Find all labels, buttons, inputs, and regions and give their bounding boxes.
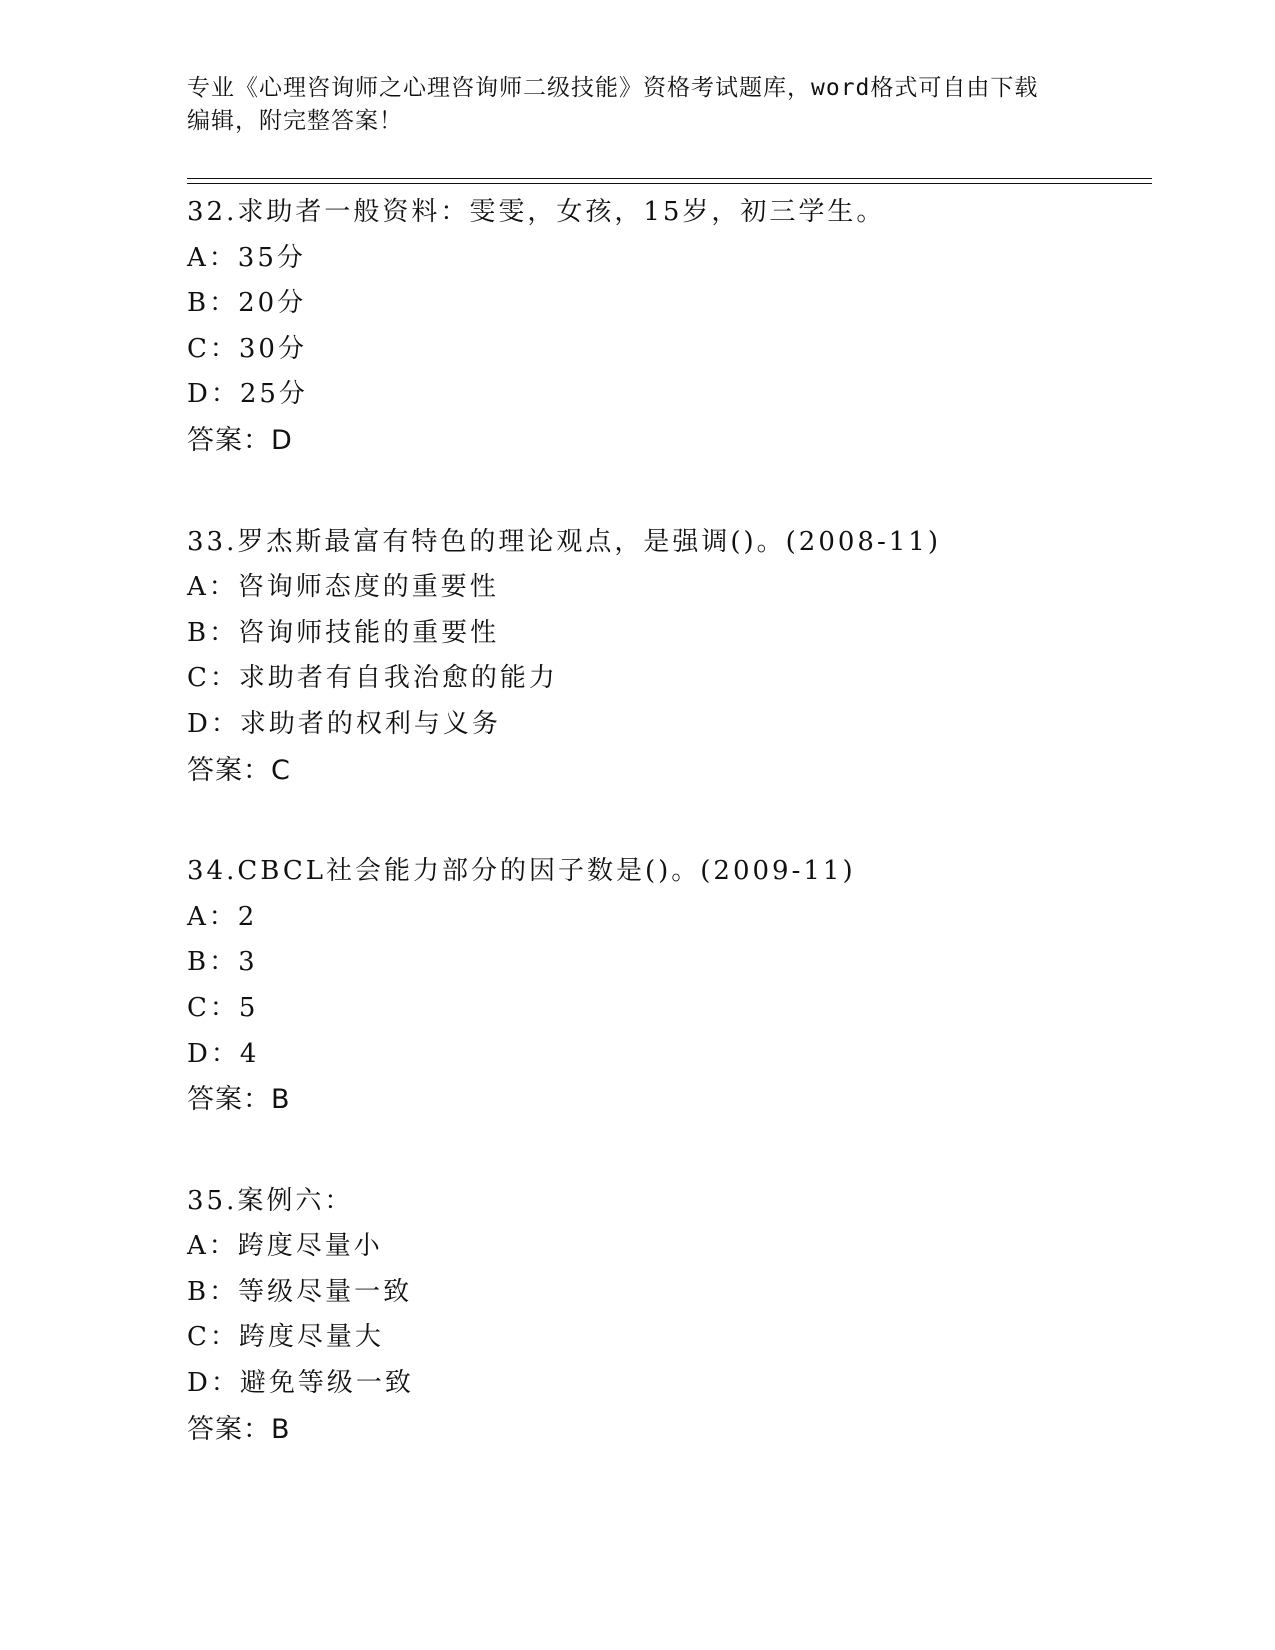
question-33 [187, 520, 1147, 794]
answer: 答案：D [187, 424, 293, 456]
answer: 答案：C [187, 754, 291, 786]
answer: 答案：B [187, 1413, 291, 1445]
answer: 答案：B [187, 1084, 291, 1116]
question-32 [187, 190, 1147, 464]
question-35 [187, 1179, 1147, 1453]
header-divider-bottom [187, 183, 1152, 184]
option-d: D：4 [187, 1038, 260, 1069]
option-d: D：避免等级一致 [187, 1368, 414, 1399]
option-a: A：2 [187, 901, 258, 932]
option-b: B：等级尽量一致 [187, 1276, 413, 1307]
header-line-1: 专业《心理咨询师之心理咨询师二级技能》资格考试题库，word格式可自由下载 [187, 75, 1039, 101]
option-c: C：求助者有自我治愈的能力 [187, 663, 558, 694]
option-b: B：3 [187, 947, 258, 978]
header-divider-top [187, 178, 1152, 179]
option-d: D：求助者的权利与义务 [187, 708, 501, 739]
option-b: B：20分 [187, 288, 307, 319]
question-34 [187, 849, 1147, 1123]
question-stem: 32.求助者一般资料：雯雯，女孩，15岁，初三学生。 [187, 197, 886, 227]
option-c: C：30分 [187, 333, 307, 364]
option-a: A：跨度尽量小 [187, 1231, 383, 1262]
option-d: D：25分 [187, 379, 308, 410]
option-c: C：5 [187, 992, 259, 1023]
question-stem: 34.CBCL社会能力部分的因子数是()。(2009-11) [187, 856, 856, 887]
option-a: A：咨询师态度的重要性 [187, 572, 499, 603]
question-stem: 35.案例六： [187, 1185, 354, 1216]
option-a: A：35分 [187, 242, 306, 273]
option-b: B：咨询师技能的重要性 [187, 617, 500, 648]
option-c: C：跨度尽量大 [187, 1322, 384, 1353]
question-list [187, 190, 1147, 1508]
document-header [187, 72, 1067, 138]
header-line-2: 编辑，附完整答案！ [187, 108, 403, 134]
question-stem: 33.罗杰斯最富有特色的理论观点，是强调()。(2008-11) [187, 526, 941, 557]
